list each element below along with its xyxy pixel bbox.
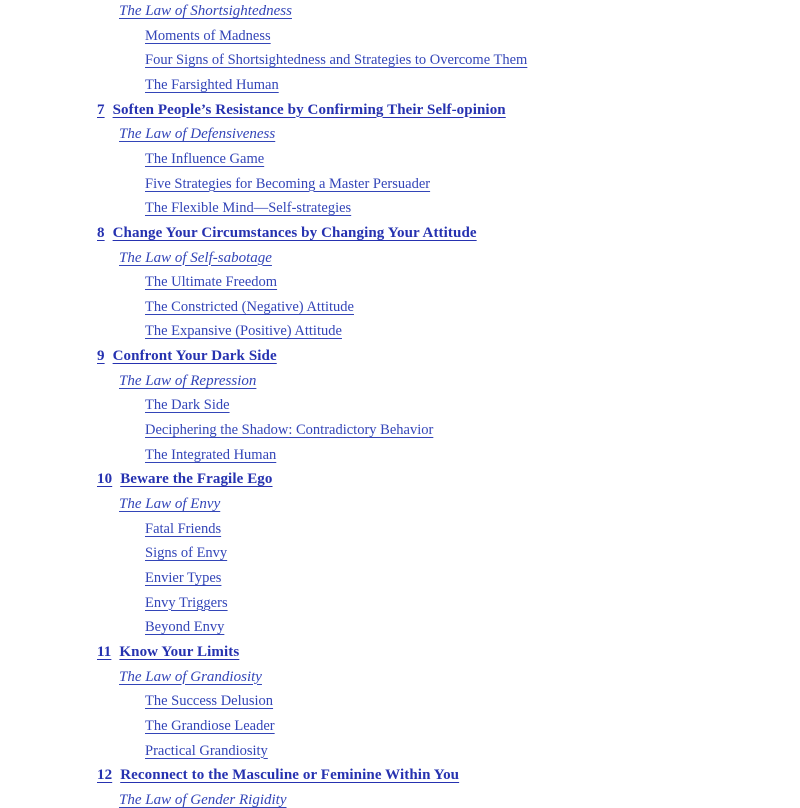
toc-section-link[interactable]: Signs of Envy	[145, 545, 228, 562]
toc-chapter-link[interactable]	[97, 226, 477, 241]
toc-section-link[interactable]: Beyond Envy	[145, 619, 225, 636]
toc-chapter-link[interactable]	[97, 768, 459, 783]
toc-chapter-link[interactable]	[97, 472, 273, 487]
toc-chapter-link[interactable]	[97, 349, 277, 364]
chapter-title: Beware the Fragile Ego	[120, 471, 273, 488]
toc-section-link[interactable]: The Integrated Human	[145, 446, 277, 463]
toc-section-link[interactable]: Fatal Friends	[145, 520, 222, 537]
toc-section-link[interactable]: Deciphering the Shadow: Contradictory Behavior	[145, 422, 434, 439]
toc-section-link[interactable]: The Ultimate Freedom	[145, 274, 278, 291]
toc-chapter-link[interactable]	[97, 645, 239, 660]
toc-section-link[interactable]: The Grandiose Leader	[145, 717, 275, 734]
toc-law-link[interactable]: The Law of Gender Rigidity	[119, 791, 287, 808]
chapter-title: Change Your Circumstances by Changing Your Attitude	[112, 224, 477, 241]
chapter-title: Reconnect to the Masculine or Feminine Within You	[120, 767, 460, 784]
toc-law-link[interactable]: The Law of Self-sabotage	[119, 249, 272, 266]
toc-section-link[interactable]: Moments of Madness	[145, 27, 271, 44]
toc-section-link[interactable]: Five Strategies for Becoming a Master Persuader	[145, 175, 431, 192]
toc-section-link[interactable]: The Farsighted Human	[145, 76, 279, 93]
toc-section-link[interactable]: Envier Types	[145, 569, 222, 586]
toc-chapter-link[interactable]	[97, 103, 506, 118]
toc-section-link[interactable]: The Success Delusion	[145, 693, 274, 710]
chapter-number: 9	[97, 348, 105, 365]
toc-law-link[interactable]: The Law of Shortsightedness	[119, 3, 292, 19]
toc-section-link[interactable]: Practical Grandiosity	[145, 742, 268, 759]
toc-law-link[interactable]: The Law of Envy	[119, 496, 221, 512]
toc-section-link[interactable]: The Influence Game	[145, 150, 265, 167]
toc-section-link[interactable]: Four Signs of Shortsightedness and Strategies to Overcome Them	[145, 52, 528, 69]
toc-section-link[interactable]: The Constricted (Negative) Attitude	[145, 298, 354, 315]
chapter-number: 12	[97, 767, 113, 784]
chapter-number: 11	[97, 643, 112, 660]
chapter-number: 7	[97, 101, 105, 118]
chapter-title: Know Your Limits	[119, 643, 240, 660]
chapter-title: Confront Your Dark Side	[112, 348, 277, 365]
toc-section-link[interactable]: The Flexible Mind—Self-strategies	[145, 200, 352, 217]
chapter-title: Soften People’s Resistance by Confirming Their Self-opinion	[112, 101, 506, 118]
toc-section-link[interactable]: Envy Triggers	[145, 594, 228, 611]
toc-law-link[interactable]: The Law of Repression	[119, 372, 257, 389]
chapter-number: 10	[97, 471, 113, 488]
chapter-number: 8	[97, 224, 105, 241]
toc-law-link[interactable]: The Law of Grandiosity	[119, 668, 262, 685]
toc-section-link[interactable]: The Dark Side	[145, 397, 230, 414]
toc-law-link[interactable]: The Law of Defensiveness	[119, 126, 276, 143]
toc-section-link[interactable]: The Expansive (Positive) Attitude	[145, 323, 342, 340]
